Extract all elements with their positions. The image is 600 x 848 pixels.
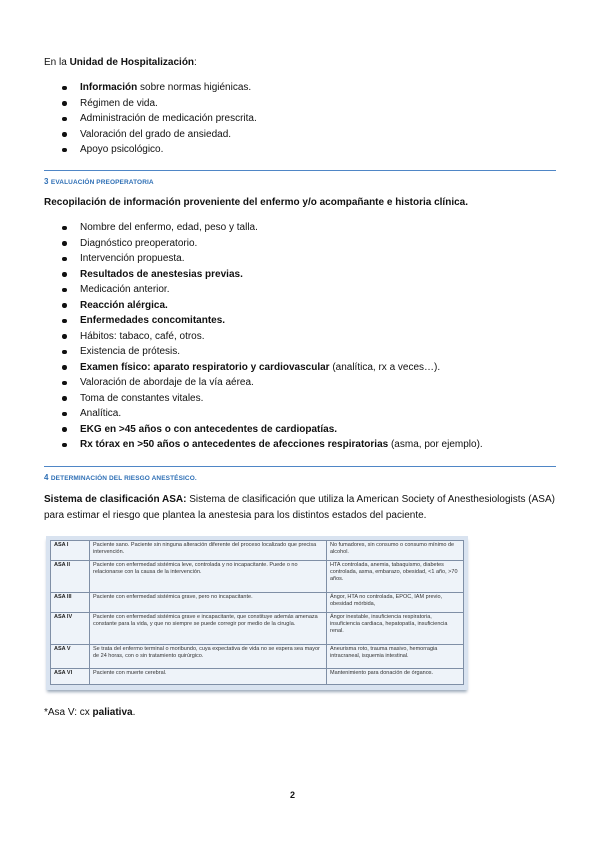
- list-item: Examen físico: aparato respiratorio y cardiovascular (analítica, rx a veces…).: [62, 360, 483, 376]
- list-item: Reacción alérgica.: [62, 298, 483, 314]
- table-row: ASA I Paciente sano. Paciente sin ninguna alteración diferente del proceso localizado que precisa intervención. No fumadores, sin consumo o consumo mínimo de alcohol.: [51, 541, 464, 561]
- list-item: Información sobre normas higiénicas.: [62, 80, 257, 96]
- section-3-heading: 3 EVALUACIÓN PREOPERATORIA: [44, 177, 154, 186]
- asa-note: *Asa V: cx paliativa.: [44, 707, 136, 718]
- list-item: EKG en >45 años o con antecedentes de cardiopatías.: [62, 422, 483, 438]
- section-4-lead: Sistema de clasificación ASA: Sistema de clasificación que utiliza la American Society of Anesthesiologists (ASA): [44, 494, 555, 505]
- list-item: Valoración de abordaje de la vía aérea.: [62, 375, 483, 391]
- intro-line: En la Unidad de Hospitalización:: [44, 57, 197, 68]
- table-row: ASA VI Paciente con muerte cerebral. Mantenimiento para donación de órganos.: [51, 669, 464, 685]
- page-number: 2: [290, 790, 296, 800]
- hospital-list: [62, 80, 257, 158]
- asa-table-figure: [46, 536, 468, 690]
- section-divider: [44, 466, 556, 467]
- list-item: Analítica.: [62, 406, 483, 422]
- list-item: Diagnóstico preoperatorio.: [62, 236, 483, 252]
- table-row: ASA II Paciente con enfermedad sistémica leve, controlada y no incapacitante. Puede o no relacionarse con la causa de la intervención. HTA controlada, anemia, tabaquismo, diabetes controlada, asma, embarazo, obesidad, <1 año, >70 años.: [51, 561, 464, 593]
- list-item: Apoyo psicológico.: [62, 142, 257, 158]
- preop-list: [62, 220, 483, 453]
- table-row: ASA V Se trata del enfermo terminal o moribundo, cuya expectativa de vida no se espera sea mayor de 24 horas, con o sin tratamiento quirúrgico. Aneurisma roto, trauma masivo, hemorragia intracraneal, isquemia intestinal.: [51, 645, 464, 669]
- section-divider: [44, 170, 556, 171]
- list-item: Medicación anterior.: [62, 282, 483, 298]
- list-item: Existencia de prótesis.: [62, 344, 483, 360]
- table-row: ASA IV Paciente con enfermedad sistémica grave e incapacitante, que constituye además amenaza constante para la vida, y que no siempre se puede corregir por medio de la cirugía. Ángor inestable, insuficiencia respiratoria, insuficiencia cardiaca, hepatopatía, insuficiencia renal.: [51, 613, 464, 645]
- list-item: Nombre del enfermo, edad, peso y talla.: [62, 220, 483, 236]
- section-4-lead-line-2: para estimar el riesgo que plantea la anestesia para los distintos estados del paciente.: [44, 510, 427, 521]
- list-item: Administración de medicación prescrita.: [62, 111, 257, 127]
- list-item: Toma de constantes vitales.: [62, 391, 483, 407]
- table-row: ASA III Paciente con enfermedad sistémica grave, pero no incapacitante. Ángor, HTA no controlada, EPOC, IAM previo, obesidad mórbida,: [51, 593, 464, 613]
- section-3-lead: Recopilación de información proveniente del enfermo y/o acompañante e historia clínica.: [44, 197, 468, 208]
- hospital-unit-label: Unidad de Hospitalización: [69, 57, 195, 68]
- list-item: Hábitos: tabaco, café, otros.: [62, 329, 483, 345]
- list-item: Valoración del grado de ansiedad.: [62, 127, 257, 143]
- list-item: Rx tórax en >50 años o antecedentes de afecciones respiratorias (asma, por ejemplo).: [62, 437, 483, 453]
- list-item: Resultados de anestesias previas.: [62, 267, 483, 283]
- asa-table: [50, 540, 464, 685]
- list-item: Régimen de vida.: [62, 96, 257, 112]
- list-item: Intervención propuesta.: [62, 251, 483, 267]
- section-4-heading: 4 DETERMINACIÓN DEL RIESGO ANESTÉSICO.: [44, 473, 197, 482]
- list-item: Enfermedades concomitantes.: [62, 313, 483, 329]
